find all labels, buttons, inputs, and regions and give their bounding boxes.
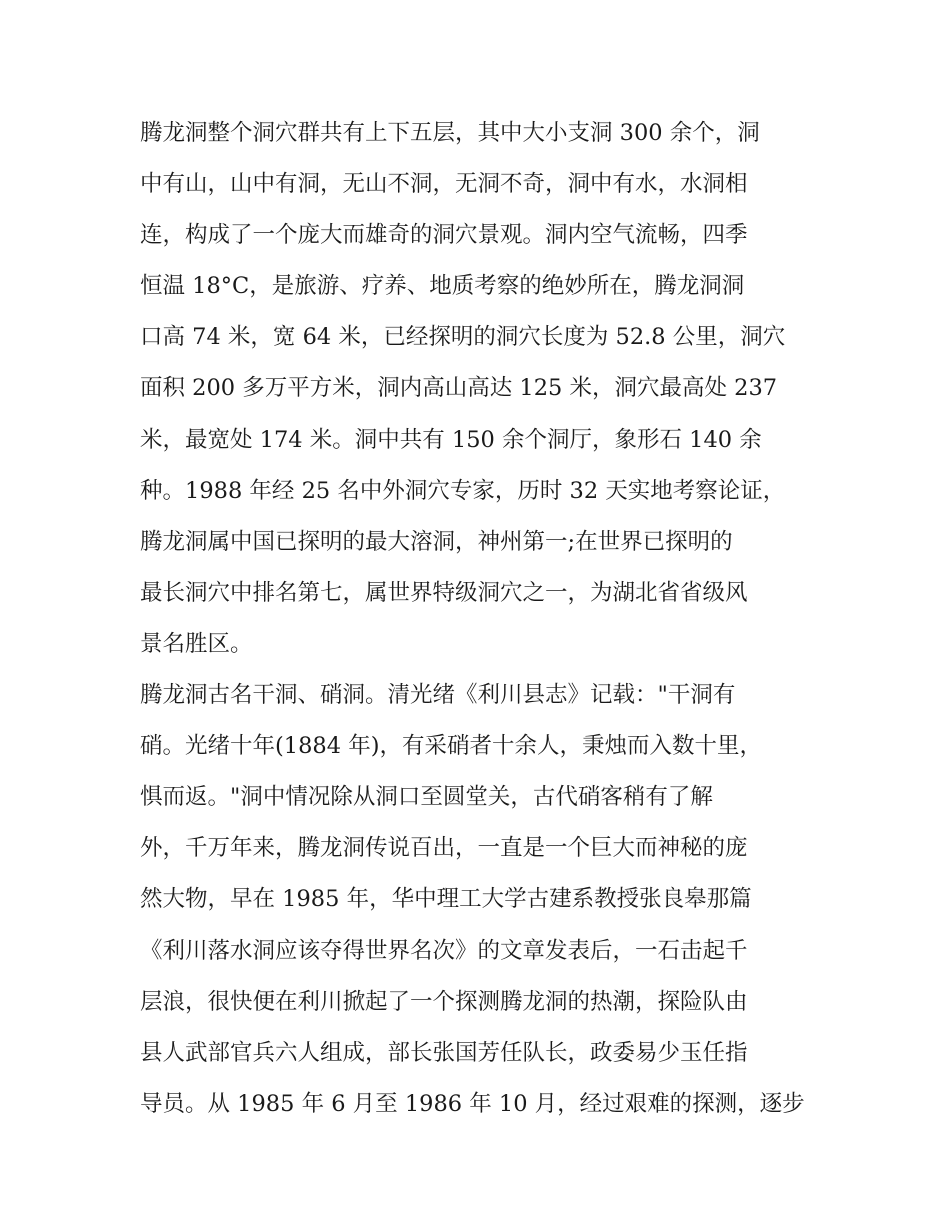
text-line-19: 县人武部官兵六人组成，部长张国芳任队长，政委易少玉任指	[140, 1039, 748, 1066]
text-line-18: 层浪，很快便在利川掀起了一个探测腾龙洞的热潮，探险队由	[140, 988, 748, 1015]
text-line-7: 米，最宽处 174 米。洞中共有 150 余个洞厅，象形石 140 余	[140, 426, 762, 453]
text-line-1: 腾龙洞整个洞穴群共有上下五层，其中大小支洞 300 余个，洞	[140, 120, 760, 146]
text-line-20: 导员。从 1985 年 6 月至 1986 年 10 月，经过艰难的探测，逐步	[140, 1090, 805, 1117]
text-line-5: 口高 74 米，宽 64 米，已经探明的洞穴长度为 52.8 公里，洞穴	[140, 324, 786, 351]
text-line-2: 中有山，山中有洞，无山不洞，无洞不奇，洞中有水，水洞相	[140, 171, 748, 198]
text-line-3: 连，构成了一个庞大而雄奇的洞穴景观。洞内空气流畅，四季	[140, 222, 748, 249]
text-line-11: 景名胜区。	[140, 630, 253, 657]
body-text	[140, 108, 830, 1130]
text-line-13: 硝。光绪十年(1884 年)，有采硝者十余人，秉烛而入数十里，	[140, 733, 762, 760]
text-line-8: 种。1988 年经 25 名中外洞穴专家，历时 32 天实地考察论证，	[140, 477, 786, 504]
text-line-9: 腾龙洞属中国已探明的最大溶洞，神州第一;在世界已探明的	[140, 528, 733, 555]
text-line-14: 惧而返。"洞中情况除从洞口至圆堂关，古代硝客稍有了解	[140, 784, 713, 811]
text-line-16: 然大物，早在 1985 年，华中理工大学古建系教授张良皋那篇	[140, 886, 752, 913]
text-line-17: 《利川落水洞应该夺得世界名次》的文章发表后，一石击起千	[140, 937, 748, 964]
text-line-6: 面积 200 多万平方米，洞内高山高达 125 米，洞穴最高处 237	[140, 375, 778, 402]
text-line-4: 恒温 18°C，是旅游、疗养、地质考察的绝妙所在，腾龙洞洞	[140, 273, 745, 300]
text-line-10: 最长洞穴中排名第七，属世界特级洞穴之一，为湖北省省级风	[140, 579, 748, 606]
text-line-15: 外，千万年来，腾龙洞传说百出，一直是一个巨大而神秘的庞	[140, 835, 748, 862]
text-line-12: 腾龙洞古名干洞、硝洞。清光绪《利川县志》记载："干洞有	[140, 682, 736, 709]
